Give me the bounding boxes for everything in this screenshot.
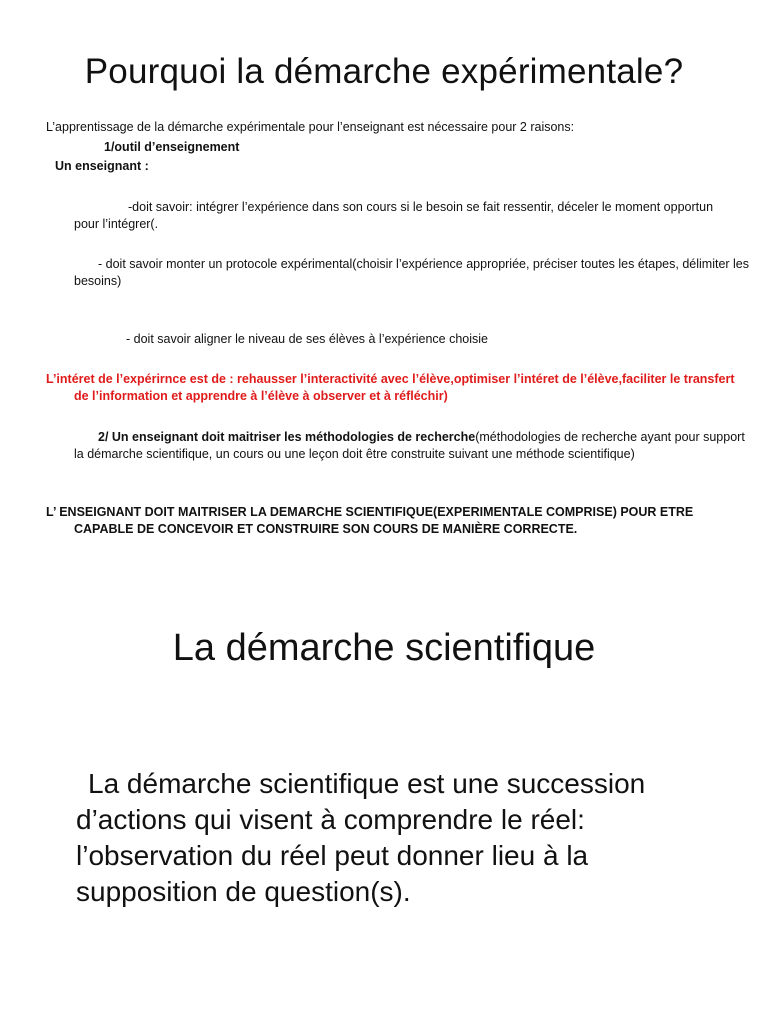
bullet-experimental-protocol: - doit savoir monter un protocole expérimental(choisir l’expérience appropriée, préciser toutes les étapes, délimiter les besoins) xyxy=(74,257,750,288)
point1-heading: 1/outil d’enseignement xyxy=(104,140,240,154)
point2-detail: (méthodologies de recherche ayant pour support la démarche scientifique, un cours ou une leçon doit être construite suivant une méthode scientifique) xyxy=(74,430,745,461)
interest-note: L’intéret de l’expérirnce est de : rehausser l’interactivité avec l’élève,optimiser l’intéret de l’élève,faciliter le transfert de l’information et apprendre à l’élève à observer et à réfléchir) xyxy=(46,372,735,403)
bullet-align-level: - doit savoir aligner le niveau de ses élèves à l’expérience choisie xyxy=(126,332,489,346)
section-body: La démarche scientifique est une succession d’actions qui visent à comprendre le réel: l’observation du réel peut donner lieu à la supposition de question(s). xyxy=(76,768,646,907)
bullet-integrate-experience: -doit savoir: intégrer l’expérience dans son cours si le besoin se fait ressentir, déceler le moment opportun pour l’intégrer(. xyxy=(74,200,714,231)
point1-subheading: Un enseignant : xyxy=(55,159,149,173)
conclusion-text: L’ ENSEIGNANT DOIT MAITRISER LA DEMARCHE SCIENTIFIQUE(EXPERIMENTALE COMPRISE) POUR ETRE CAPABLE DE CONCEVOIR ET CONSTRUIRE SON COURS DE MANIÈRE CORRECTE. xyxy=(46,505,694,536)
page-title: Pourquoi la démarche expérimentale? xyxy=(84,52,684,91)
intro-text: L’apprentissage de la démarche expérimentale pour l’enseignant est nécessaire pour 2 raisons: xyxy=(46,120,575,134)
point2-heading: 2/ Un enseignant doit maitriser les méthodologies de recherche xyxy=(98,430,476,444)
section-title: La démarche scientifique xyxy=(172,627,596,669)
point2-paragraph xyxy=(46,429,748,463)
